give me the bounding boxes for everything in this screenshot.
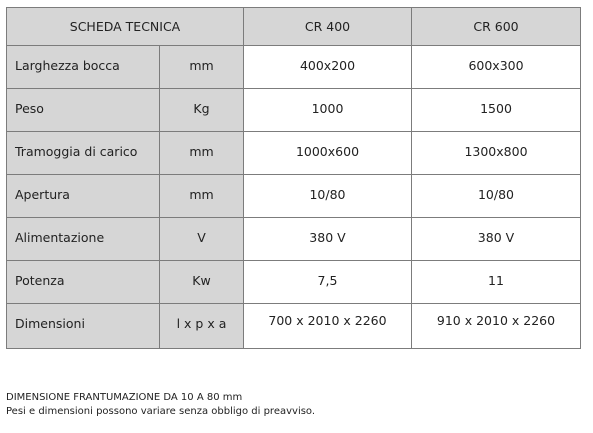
row-unit: mm <box>160 132 244 175</box>
table-row <box>7 261 581 304</box>
row-value-cr600: 600x300 <box>412 46 581 89</box>
row-label: Larghezza bocca <box>7 46 160 89</box>
table-row <box>7 46 581 89</box>
notes-section <box>6 391 586 419</box>
row-value-cr600: 1300x800 <box>412 132 581 175</box>
row-label: Potenza <box>7 261 160 304</box>
row-label: Alimentazione <box>7 218 160 261</box>
spec-table-body <box>7 46 581 349</box>
row-unit: Kw <box>160 261 244 304</box>
row-value-cr400: 700 x 2010 x 2260 <box>244 304 412 349</box>
spec-table-header <box>7 8 581 46</box>
row-unit: mm <box>160 46 244 89</box>
row-value-cr600: 11 <box>412 261 581 304</box>
row-unit: V <box>160 218 244 261</box>
header-model-cr600: CR 600 <box>412 8 581 46</box>
row-value-cr400: 1000x600 <box>244 132 412 175</box>
row-value-cr400: 380 V <box>244 218 412 261</box>
row-label: Apertura <box>7 175 160 218</box>
row-unit: l x p x a <box>160 304 244 349</box>
header-title: SCHEDA TECNICA <box>7 8 244 46</box>
row-label: Tramoggia di carico <box>7 132 160 175</box>
table-row <box>7 89 581 132</box>
row-unit: Kg <box>160 89 244 132</box>
row-label: Peso <box>7 89 160 132</box>
row-value-cr600: 910 x 2010 x 2260 <box>412 304 581 349</box>
row-value-cr600: 1500 <box>412 89 581 132</box>
spec-table <box>6 7 581 349</box>
table-row <box>7 175 581 218</box>
table-row <box>7 132 581 175</box>
row-value-cr400: 1000 <box>244 89 412 132</box>
header-model-cr400: CR 400 <box>244 8 412 46</box>
header-row <box>7 8 581 46</box>
row-value-cr600: 380 V <box>412 218 581 261</box>
crushing-size-note: DIMENSIONE FRANTUMAZIONE DA 10 A 80 mm <box>6 392 243 403</box>
row-value-cr400: 400x200 <box>244 46 412 89</box>
table-row <box>7 304 581 349</box>
row-value-cr400: 7,5 <box>244 261 412 304</box>
row-label: Dimensioni <box>7 304 160 349</box>
row-value-cr400: 10/80 <box>244 175 412 218</box>
row-value-cr600: 10/80 <box>412 175 581 218</box>
row-unit: mm <box>160 175 244 218</box>
table-row <box>7 218 581 261</box>
disclaimer-note: Pesi e dimensioni possono variare senza obbligo di preavviso. <box>6 406 316 417</box>
